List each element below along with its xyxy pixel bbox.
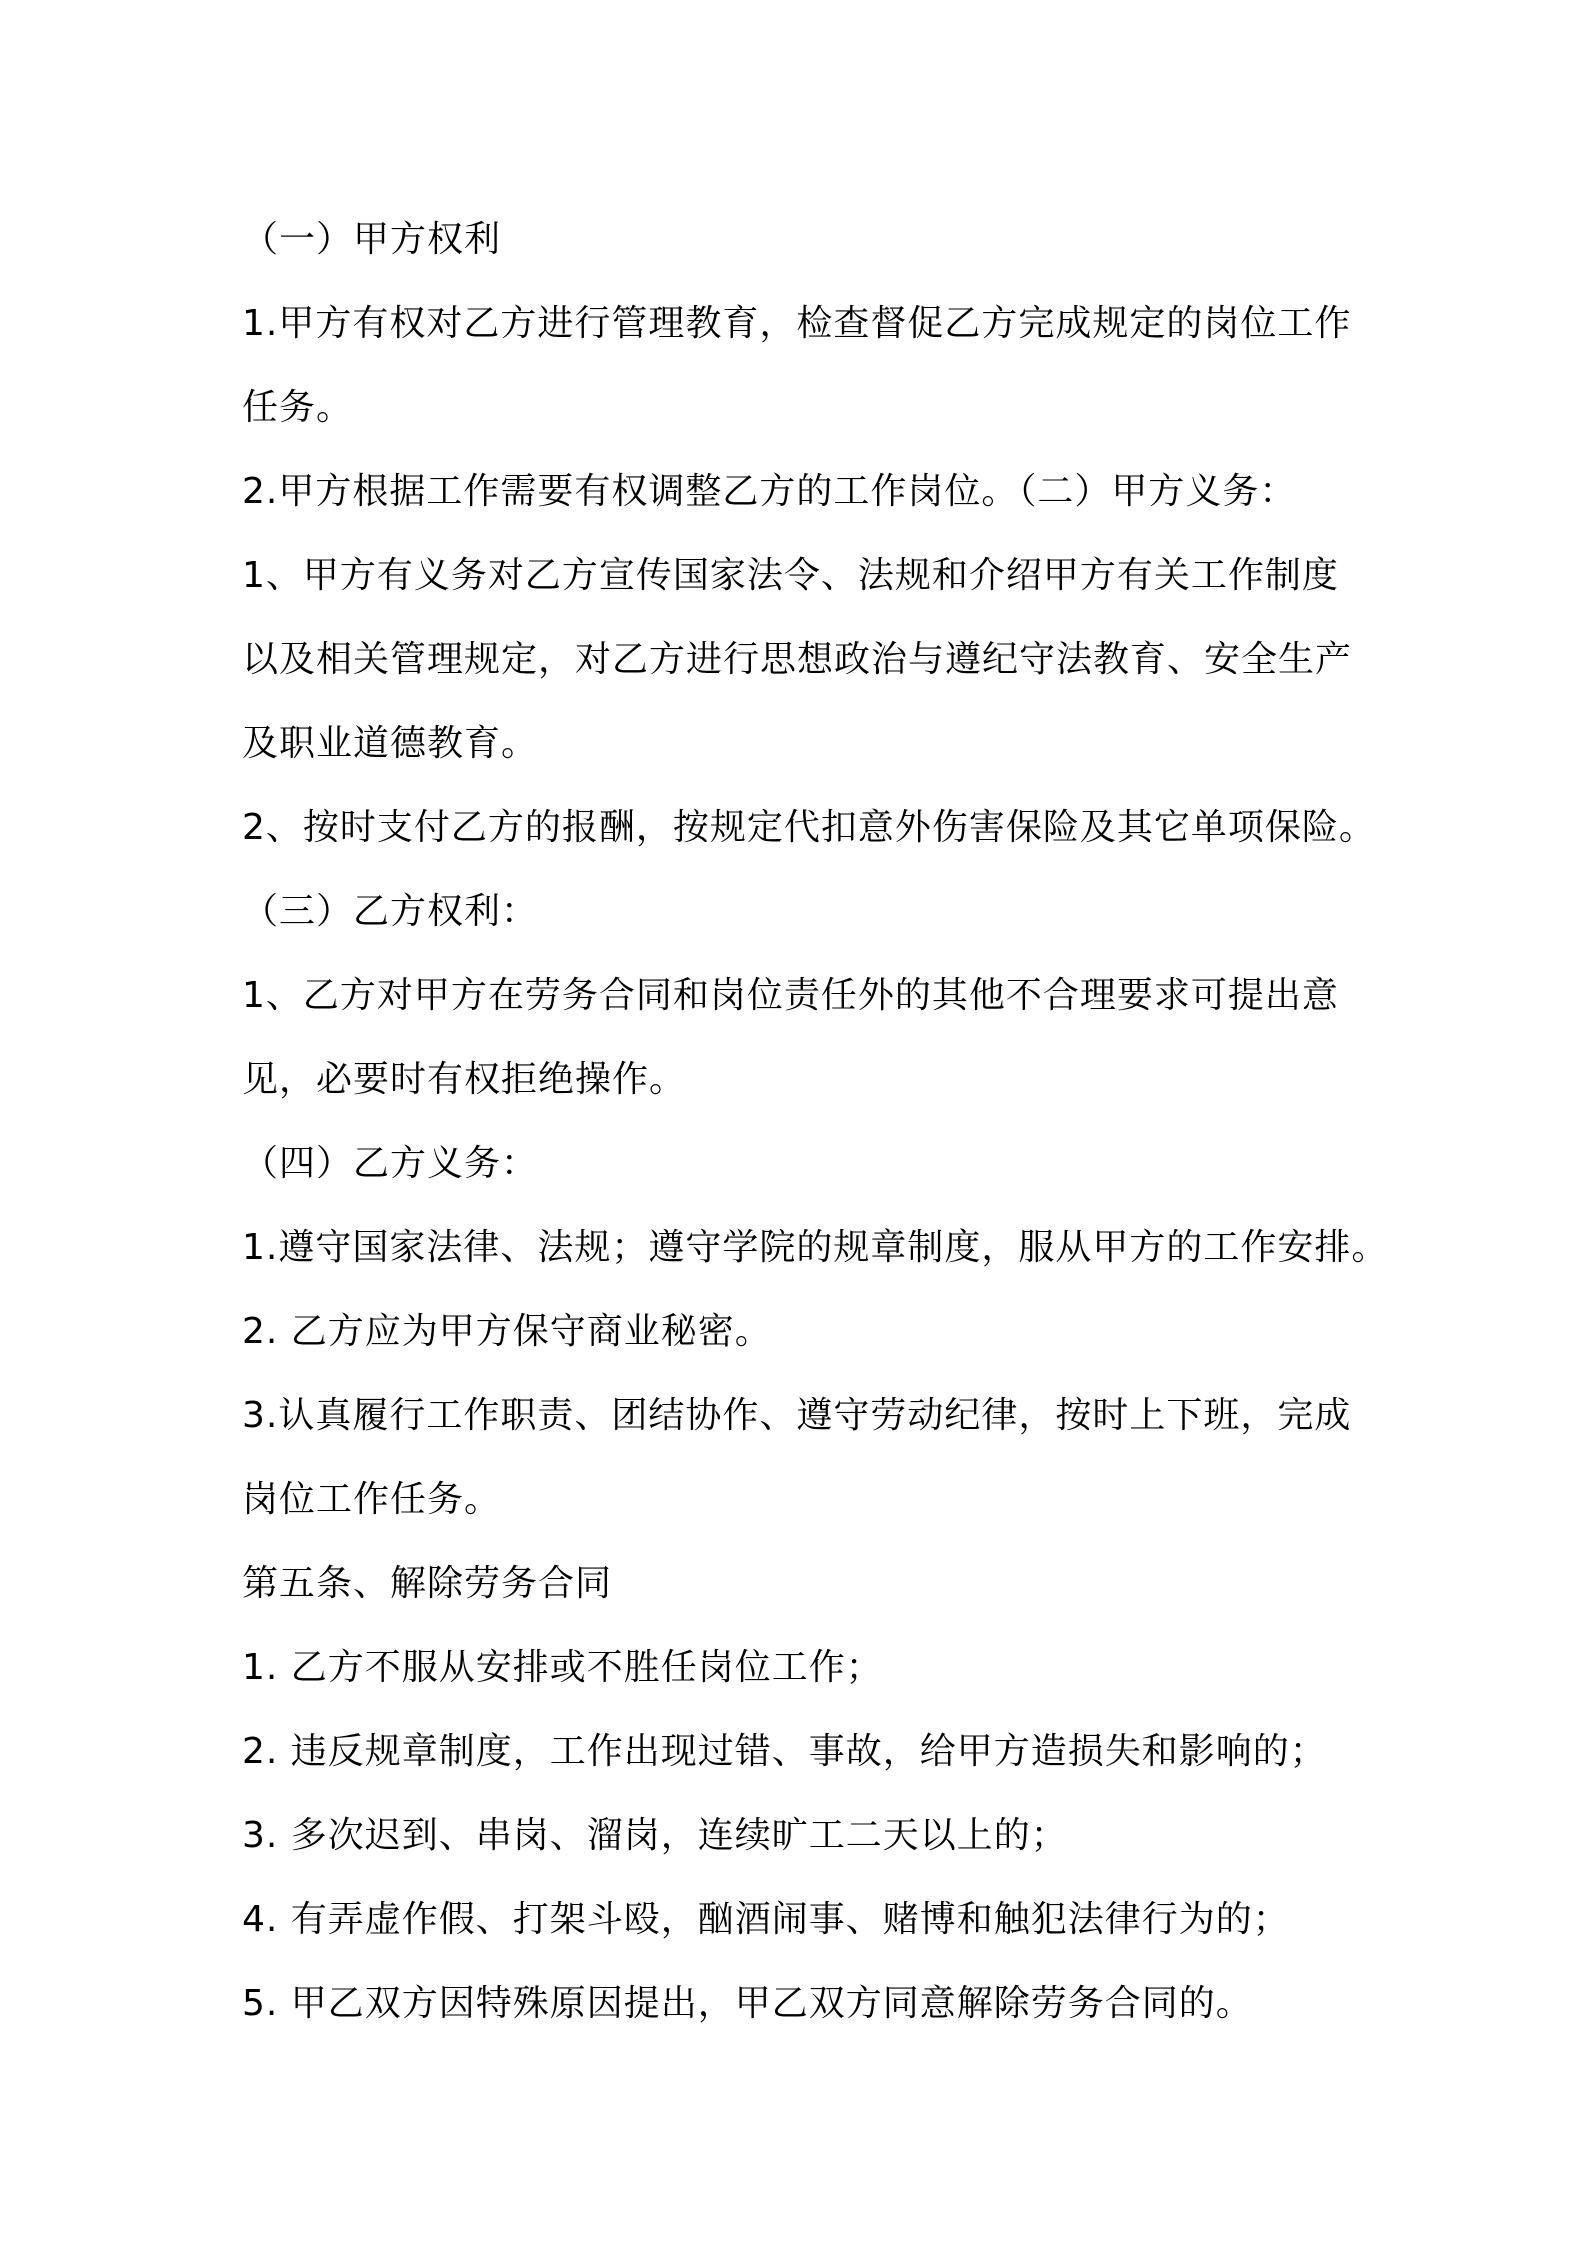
document-body	[242, 198, 1392, 2046]
section-heading-party-b-rights: （三）乙方权利：	[242, 891, 539, 932]
paragraph-line: 1.遵守国家法律、法规；遵守学院的规章制度，服从甲方的工作安排。	[242, 1227, 1389, 1268]
paragraph-line: 1.甲方有权对乙方进行管理教育，检查督促乙方完成规定的岗位工作	[242, 303, 1352, 344]
paragraph-line: 2、按时支付乙方的报酬，按规定代扣意外伤害保险及其它单项保险。	[242, 807, 1376, 848]
section-heading-party-b-obligations: （四）乙方义务：	[242, 1143, 539, 1184]
paragraph-line: 3.认真履行工作职责、团结协作、遵守劳动纪律，按时上下班，完成	[242, 1395, 1352, 1436]
paragraph-line: 以及相关管理规定，对乙方进行思想政治与遵纪守法教育、安全生产	[242, 639, 1353, 680]
paragraph-line: 岗位工作任务。	[242, 1479, 502, 1520]
list-item: 2. 违反规章制度，工作出现过错、事故，给甲方造损失和影响的；	[242, 1731, 1327, 1772]
paragraph-line: 及职业道德教育。	[242, 723, 539, 764]
list-item: 3. 多次迟到、串岗、溜岗，连续旷工二天以上的；	[242, 1815, 1068, 1856]
list-item: 5. 甲乙双方因特殊原因提出，甲乙双方同意解除劳务合同的。	[242, 1983, 1253, 2024]
paragraph-line: 2.甲方根据工作需要有权调整乙方的工作岗位。（二）甲方义务：	[242, 471, 1297, 512]
list-item: 4. 有弄虚作假、打架斗殴，酗酒闹事、赌博和触犯法律行为的；	[242, 1899, 1290, 1940]
article-heading-termination: 第五条、解除劳务合同	[242, 1563, 613, 1604]
paragraph-line: 1、乙方对甲方在劳务合同和岗位责任外的其他不合理要求可提出意	[242, 975, 1339, 1016]
paragraph-line: 2. 乙方应为甲方保守商业秘密。	[242, 1311, 772, 1352]
paragraph-line: 见，必要时有权拒绝操作。	[242, 1059, 687, 1100]
section-heading-party-a-rights: （一）甲方权利	[242, 219, 502, 260]
list-item: 1. 乙方不服从安排或不胜任岗位工作；	[242, 1647, 883, 1688]
paragraph-line: 1、甲方有义务对乙方宣传国家法令、法规和介绍甲方有关工作制度	[242, 555, 1339, 596]
paragraph-line: 任务。	[242, 387, 354, 428]
